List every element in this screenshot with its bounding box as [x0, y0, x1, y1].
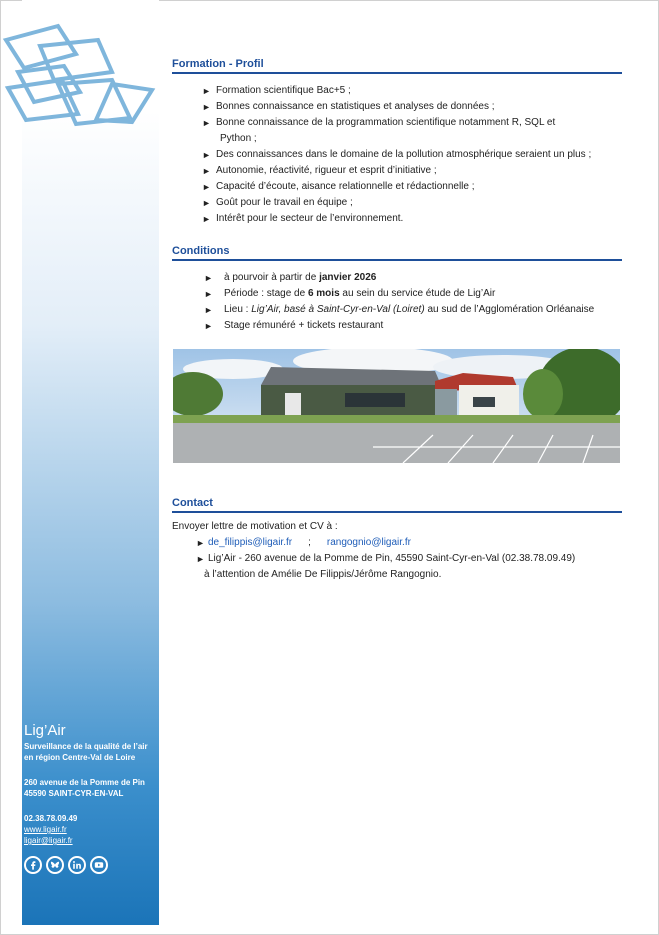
bullet-arrow-icon: ► — [202, 182, 211, 192]
website-link[interactable]: www.ligair.fr — [24, 825, 67, 834]
address-line-2: 45590 SAINT-CYR-EN-VAL — [24, 789, 124, 798]
linkedin-icon[interactable] — [68, 856, 86, 874]
bullet-arrow-icon: ► — [196, 554, 205, 564]
list-item: ► Goût pour le travail en équipe ; — [202, 195, 622, 211]
contact-intro: Envoyer lettre de motivation et CV à : — [172, 521, 338, 532]
list-item: ► Stage rémunéré + tickets restaurant — [204, 318, 622, 334]
list-item: ► Intérêt pour le secteur de l’environnement. — [202, 211, 622, 227]
list-item: ► Lieu : Lig’Air, basé à Saint-Cyr-en-Val (Loiret) au sud de l’Agglomération Orléanaise — [204, 302, 622, 318]
bullet-arrow-icon: ► — [202, 118, 211, 128]
bullet-arrow-icon: ► — [204, 305, 213, 315]
postal-address: Lig’Air - 260 avenue de la Pomme de Pin, 45590 Saint-Cyr-en-Val (02.38.78.09.49) — [208, 553, 576, 564]
bullet-arrow-icon: ► — [196, 538, 205, 548]
bullet-arrow-icon: ► — [204, 273, 213, 283]
profil-list — [202, 83, 622, 227]
attention-line: à l’attention de Amélie De Filippis/Jérôme Rangognio. — [204, 569, 442, 580]
tagline-line-1: Surveillance de la qualité de l’air — [24, 742, 148, 751]
address-line-1: 260 avenue de la Pomme de Pin — [24, 778, 145, 787]
bullet-arrow-icon: ► — [202, 150, 211, 160]
list-item: ► à pourvoir à partir de janvier 2026 — [204, 270, 622, 286]
bullet-arrow-icon: ► — [204, 289, 213, 299]
bullet-arrow-icon: ► — [202, 86, 211, 96]
phone-number: 02.38.78.09.49 — [24, 814, 78, 823]
facebook-icon[interactable] — [24, 856, 42, 874]
list-item: ► Des connaissances dans le domaine de la pollution atmosphérique seraient un plus ; — [202, 147, 622, 163]
sidebar-info — [24, 722, 158, 874]
list-item: ► Période : stage de 6 mois au sein du service étude de Lig’Air — [204, 286, 622, 302]
section-contact — [172, 497, 622, 583]
section-conditions — [172, 245, 622, 334]
section-profil — [172, 58, 622, 227]
org-name: Lig’Air — [24, 722, 66, 739]
youtube-icon[interactable] — [90, 856, 108, 874]
logo-shapes — [0, 10, 170, 130]
list-item: ► Bonnes connaissance en statistiques et analyses de données ; — [202, 99, 622, 115]
profil-title: Formation - Profil — [172, 58, 622, 74]
bullet-arrow-icon: ► — [202, 102, 211, 112]
conditions-title: Conditions — [172, 245, 622, 261]
list-item: ► Formation scientifique Bac+5 ; — [202, 83, 622, 99]
list-item: ► Bonne connaissance de la programmation scientifique notamment R, SQL et Python ; — [202, 117, 556, 144]
email-link-de-filippis[interactable]: de_filippis@ligair.fr — [208, 537, 293, 548]
list-item: ► de_filippis@ligair.fr ; rangognio@ligair.fr — [196, 535, 622, 551]
bullet-arrow-icon: ► — [202, 214, 211, 224]
contact-list — [196, 535, 622, 567]
list-item — [196, 551, 622, 567]
email-link[interactable]: ligair@ligair.fr — [24, 836, 73, 845]
contact-title: Contact — [172, 497, 622, 513]
list-item: ► Autonomie, réactivité, rigueur et esprit d’initiative ; — [202, 163, 622, 179]
tagline-line-2: en région Centre-Val de Loire — [24, 753, 136, 762]
bullet-arrow-icon: ► — [202, 198, 211, 208]
email-link-rangognio[interactable]: rangognio@ligair.fr — [326, 537, 411, 548]
list-item: ► Capacité d’écoute, aisance relationnelle et rédactionnelle ; — [202, 179, 622, 195]
social-icons — [24, 856, 158, 874]
bullet-arrow-icon: ► — [204, 321, 213, 331]
bluesky-icon[interactable] — [46, 856, 64, 874]
bullet-arrow-icon: ► — [202, 166, 211, 176]
building-photo — [173, 349, 620, 463]
conditions-list — [204, 270, 622, 334]
